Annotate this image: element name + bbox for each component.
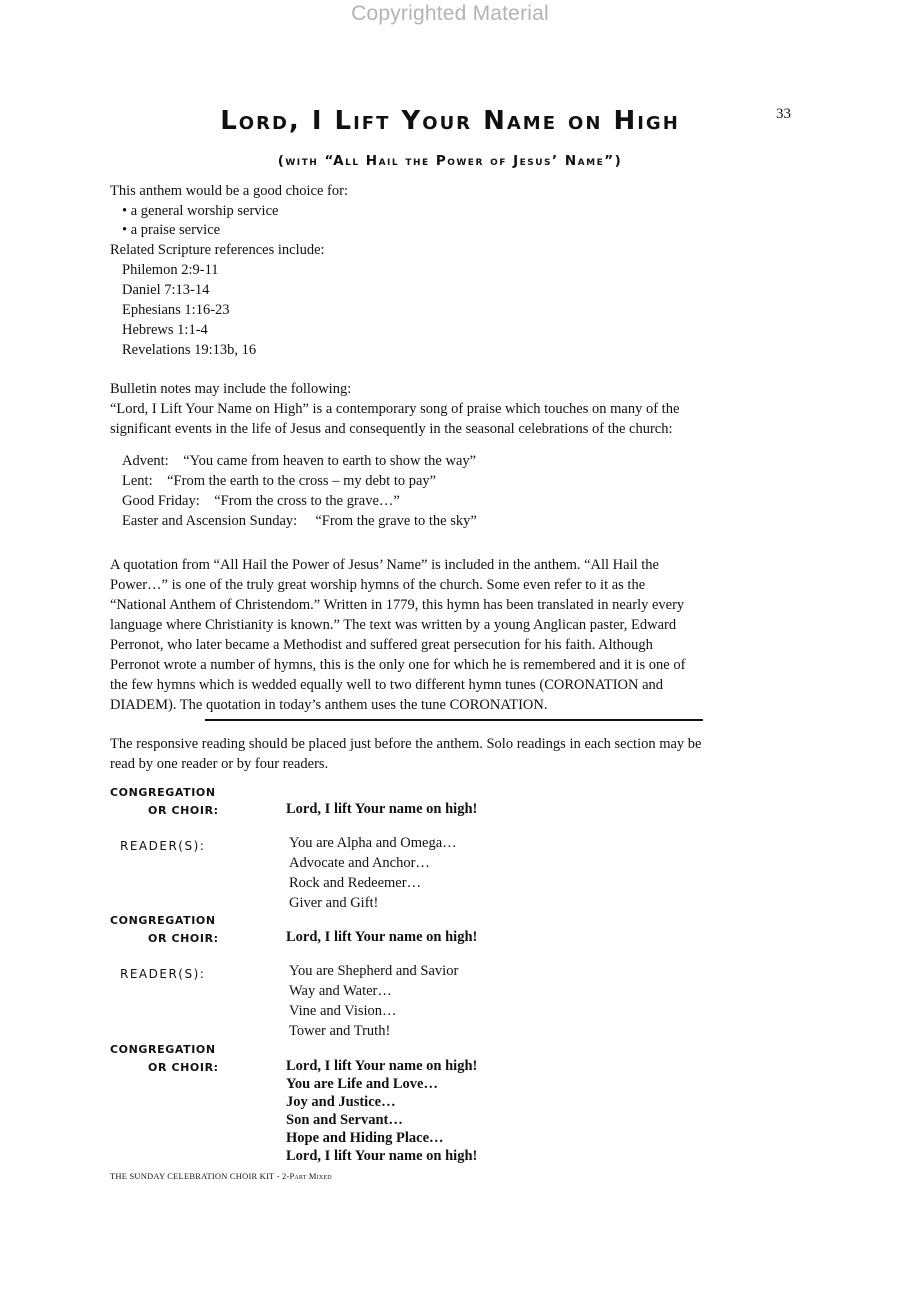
- reader-line: Way and Water…: [289, 983, 392, 999]
- reader-line: Giver and Gift!: [289, 895, 379, 911]
- season-quote: “You came from heaven to earth to show the way”: [183, 453, 477, 469]
- scripture-heading: Related Scripture references include:: [110, 242, 325, 258]
- congregation-label: CONGREGATION: [110, 914, 216, 927]
- page-title: Lord, I Lift Your Name on High: [220, 106, 680, 136]
- final-line: You are Life and Love…: [286, 1076, 438, 1092]
- quotation-paragraph-line: A quotation from “All Hail the Power of Jesus’ Name” is included in the anthem. “All Hail the: [110, 557, 659, 573]
- or-choir-label: OR CHOIR:: [148, 1061, 219, 1074]
- reader-line: Tower and Truth!: [289, 1023, 391, 1039]
- scripture-ref: Hebrews 1:1-4: [122, 322, 208, 338]
- page-subtitle: (with “All Hail the Power of Jesus’ Name”): [277, 153, 623, 169]
- season-line: [122, 453, 476, 470]
- season-quote: “From the cross to the grave…”: [214, 493, 400, 509]
- season-name: Easter and Ascension Sunday:: [122, 513, 298, 529]
- congregation-label: CONGREGATION: [110, 786, 216, 799]
- final-line: Lord, I lift Your name on high!: [286, 1148, 478, 1164]
- bulletin-paragraph-line: “Lord, I Lift Your Name on High” is a contemporary song of praise which touches on many of the: [110, 401, 680, 417]
- final-line: Son and Servant…: [286, 1112, 403, 1128]
- quotation-paragraph-line: Perronot, who later became a Methodist and suffered great persecution for his faith. Although: [110, 637, 653, 653]
- final-line: Hope and Hiding Place…: [286, 1130, 444, 1146]
- scripture-ref: Daniel 7:13-14: [122, 282, 210, 298]
- choice-item: • a general worship service: [122, 203, 279, 219]
- reader-line: You are Shepherd and Savior: [289, 963, 459, 979]
- season-name: Good Friday:: [122, 493, 200, 509]
- quotation-paragraph-line: Power…” is one of the truly great worship hymns of the church. Some even refer to it as the: [110, 577, 646, 593]
- season-quote: “From the grave to the sky”: [315, 513, 477, 529]
- season-name: Lent:: [122, 473, 153, 489]
- season-name: Advent:: [122, 453, 169, 469]
- refrain-line: Lord, I lift Your name on high!: [286, 929, 478, 945]
- quotation-paragraph-line: “National Anthem of Christendom.” Written in 1779, this hymn has been translated in nearly every: [110, 597, 685, 613]
- reader-line: You are Alpha and Omega…: [289, 835, 457, 851]
- scripture-ref: Revelations 19:13b, 16: [122, 342, 257, 358]
- responsive-intro-line: read by one reader or by four readers.: [110, 756, 329, 772]
- refrain-line: Lord, I lift Your name on high!: [286, 801, 478, 817]
- responsive-intro-line: The responsive reading should be placed just before the anthem. Solo readings in each section may be: [110, 736, 702, 752]
- page-number: 33: [776, 106, 791, 122]
- choice-heading: This anthem would be a good choice for:: [110, 183, 348, 199]
- season-line: [122, 473, 436, 490]
- scripture-ref: Ephesians 1:16-23: [122, 302, 230, 318]
- final-line: Joy and Justice…: [286, 1094, 396, 1110]
- section-divider: [205, 719, 703, 721]
- page-footer: THE SUNDAY CELEBRATION CHOIR KIT - 2-Part Mixed: [110, 1171, 332, 1181]
- season-line: [122, 513, 477, 530]
- reader-line: Vine and Vision…: [289, 1003, 397, 1019]
- final-line: Lord, I lift Your name on high!: [286, 1058, 478, 1074]
- quotation-paragraph-line: language where Christianity is known.” The text was written by a young Anglican paster, Edward: [110, 617, 677, 633]
- congregation-label: CONGREGATION: [110, 1043, 216, 1056]
- or-choir-label: OR CHOIR:: [148, 932, 219, 945]
- quotation-paragraph-line: the few hymns which is wedded equally well to two different hymn tunes (CORONATION and: [110, 677, 664, 693]
- bulletin-heading: Bulletin notes may include the following:: [110, 381, 352, 397]
- season-line: [122, 493, 400, 510]
- reader-line: Advocate and Anchor…: [289, 855, 430, 871]
- scripture-ref: Philemon 2:9-11: [122, 262, 219, 278]
- quotation-paragraph-line: Perronot wrote a number of hymns, this is the only one for which he is remembered and it is one of: [110, 657, 686, 673]
- bulletin-paragraph-line: significant events in the life of Jesus and consequently in the seasonal celebrations of the church:: [110, 421, 673, 437]
- choice-item: • a praise service: [122, 222, 221, 238]
- copyright-watermark: Copyrighted Material: [351, 2, 549, 25]
- or-choir-label: OR CHOIR:: [148, 804, 219, 817]
- quotation-paragraph-line: DIADEM). The quotation in today’s anthem uses the tune CORONATION.: [110, 697, 548, 713]
- season-quote: “From the earth to the cross – my debt to pay”: [167, 473, 437, 489]
- reader-line: Rock and Redeemer…: [289, 875, 422, 891]
- readers-label: READER(S):: [120, 967, 206, 981]
- readers-label: READER(S):: [120, 839, 206, 853]
